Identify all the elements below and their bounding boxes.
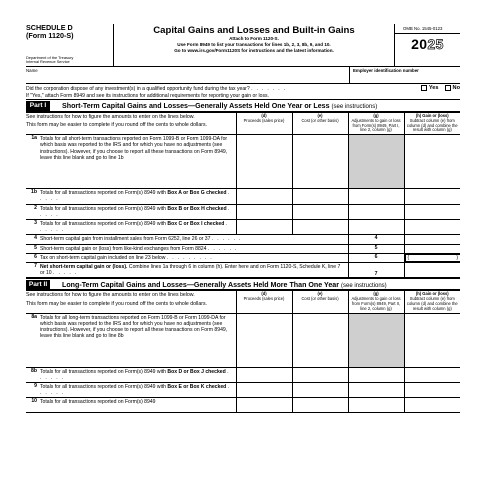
qof-question-text: Did the corporation dispose of any investment(s) in a qualified opportunity fund during the tax year? [26,86,250,92]
line-number: 1a [26,135,40,189]
leader-dots: . . . . . . [40,368,230,381]
paren-open: ( [407,254,410,261]
part2-title: Long-Term Capital Gains and Losses—Generally Assets Held More Than One Year [62,281,339,290]
line-9-col-d[interactable] [236,383,292,398]
line-2-col-h[interactable] [404,204,460,219]
name-row [26,67,460,84]
line-3-col-g[interactable] [348,220,404,235]
part1-intro-text: See instructions for how to figure the amounts to enter on the lines below. [26,114,195,120]
line-7-bold: Net short-term capital gain or (loss). [40,264,128,271]
line-number: 7 [26,263,40,278]
qof-followup: If "Yes," attach Form 8949 and see its instructions for additional requirements for reporting your gain or loss. [26,93,269,99]
col-d-header [236,113,292,135]
line-3-col-d[interactable] [236,220,292,235]
attach-line: Attach to Form 1120-S. [229,36,279,41]
line-2-desc [40,204,236,219]
line-1a-col-h[interactable] [404,135,460,189]
part1-title: Short-Term Capital Gains and Losses—Generally Assets Held One Year or Less [62,102,330,110]
line-8b-desc [40,367,236,382]
col-d-text: Proceeds (sales price) [243,296,285,302]
line-10-col-d[interactable] [236,398,292,413]
line-5-desc [40,244,348,253]
no-label: No [452,85,460,91]
line-number: 1b [26,189,40,204]
line-number: 9 [26,383,40,398]
col-h-text: Subtract column (e) from column (d) and combine the result with column (g) [406,296,458,311]
line-7-desc [40,263,348,278]
line-8a-col-g-shaded [348,313,404,367]
line-2-col-e[interactable] [292,204,348,219]
line-8b-bold: Box D or Box J checked [167,368,226,375]
qof-yes-no [421,85,460,91]
line-3-bold: Box C or Box I checked [167,221,225,227]
table-row [26,398,460,413]
line-6-box-label: 6 [348,253,404,262]
line-10-col-e[interactable] [292,398,348,413]
form-ref: (Form 1120-S) [26,31,74,40]
part1-intro-text2: This form may be easier to complete if you round off the cents to whole dollars. [26,122,207,129]
line-1a-text: Totals for all short-term transactions reported on Form 1099-B or Form 1099-DA for which basis was reported to the IRS and for which you have no adjustments (see instructions). However, if you choose to report all these transactions on Form 8949, leave this line blank and go to line 1b [40,135,236,189]
part1-note: (see instructions) [331,104,378,110]
line-8b-col-h[interactable] [404,367,460,382]
col-g-text: Adjustments to gain or loss from Form(s) 8949, Part I, line 2, column (g) [351,117,401,133]
line-9-col-h[interactable] [404,383,460,398]
line-4-text: Short-term capital gain from installment sales from Form 6252, line 26 or 37 [40,236,211,243]
leader-dots: . . . . . [40,190,231,203]
line-1b-bold: Box A or Box G checked [167,190,227,197]
table-row [26,235,460,244]
part1-column-headers [26,113,460,135]
year-suffix: 25 [427,36,444,52]
table-row [26,263,460,278]
col-g-header [348,113,404,135]
line-4-box-label: 4 [348,235,404,244]
line-9-col-e[interactable] [292,383,348,398]
leader-dots: . . . . . . [211,236,242,243]
line-9-bold: Box E or Box K checked [167,384,227,391]
line-3-col-h[interactable] [404,220,460,235]
line-number: 5 [26,244,40,253]
form-title-box [114,24,394,67]
col-e-text: Cost (or other basis) [301,296,339,302]
line-1a-col-e[interactable] [292,135,348,189]
line-3-text: Totals for all transactions reported on Form(s) 8949 with [40,221,166,227]
part1-tag: Part I [26,101,50,111]
col-e-letter: (e) [317,113,323,118]
line-4-amount[interactable] [404,235,460,244]
line-3-col-e[interactable] [292,220,348,235]
line-8a-text: Totals for all long-term transactions reported on Form 1099-B or Form 1099-DA for which basis was reported to the IRS and for which you have no adjustments (see instructions). However, if you choose to report all these transactions on Form 8949, leave this line blank and go to line 8b [40,313,236,367]
col-h-header [404,113,460,135]
col-g-text: Adjustments to gain or loss from Form(s) 8949, Part II, line 2, column (g) [351,296,401,311]
col-e-text: Cost (or other basis) [301,117,339,123]
form-id-box [26,24,114,67]
name-field[interactable]: Name [26,68,38,73]
leader-dots: . . . . . . [40,384,231,397]
department [26,56,73,65]
qof-question-row [26,84,460,100]
line-1b-desc [40,189,236,204]
line-1b-text: Totals for all transactions reported on Form(s) 8949 with [40,190,166,197]
col-g-header [348,291,404,313]
leader-dots: . . . . . [40,205,231,218]
table-row [26,189,460,204]
leader-dots: . . . . . [53,270,78,277]
line-number: 3 [26,220,40,235]
form-page [26,24,460,480]
part2-column-headers [26,291,460,313]
omb-year-box [394,24,460,67]
col-e-header [292,113,348,135]
part2-intro-text2: This form may be easier to complete if you round off the cents to whole dollars. [26,300,207,307]
paren-close: ) [456,254,459,261]
col-h-text: Subtract column (e) from column (d) and combine the result with column (g) [406,117,458,133]
yes-checkbox[interactable] [421,85,427,91]
line-8b-col-d[interactable] [236,367,292,382]
col-d-header [236,291,292,313]
col-d-letter: (d) [261,113,267,118]
part1-table [26,112,460,278]
dept-line2: Internal Revenue Service [26,59,70,65]
col-e-header [292,291,348,313]
table-row [26,253,460,262]
part2-title-wrap [62,279,387,292]
goto-line: Go to www.irs.gov/Form1120S for instructions and the latest information. [174,48,334,53]
no-checkbox[interactable] [445,85,451,91]
form-name: SCHEDULE D [26,24,73,32]
yes-label: Yes [428,85,439,91]
line-8a-col-h[interactable] [404,313,460,367]
table-row [26,204,460,219]
col-d-letter: (d) [261,291,267,297]
col-g-letter: (g) [373,113,379,118]
col-h-header [404,291,460,313]
line-9-col-g[interactable] [348,383,404,398]
col-g-letter: (g) [373,291,379,297]
line-5-box-label: 5 [348,244,404,253]
year-prefix: 20 [411,36,428,52]
line-10-col-g[interactable] [348,398,404,413]
leader-dots: . . . . . . . . . [166,254,214,261]
omb-number: OMB No. 1545-0123 [395,24,460,34]
line-8b-text: Totals for all transactions reported on Form(s) 8949 with [40,368,166,375]
line-2-text: Totals for all transactions reported on Form(s) 8949 with [40,205,166,212]
line-8b-col-g[interactable] [348,367,404,382]
line-6-text: Tax on short-term capital gain included on line 23 below [40,254,166,261]
leader-dots: . . . . . . . [251,86,287,92]
part1-header [26,100,460,112]
line-5-amount[interactable] [404,244,460,253]
col-d-text: Proceeds (sales price) [243,117,285,123]
line-1b-col-e[interactable] [292,189,348,204]
line-3-desc [40,220,236,235]
line-8a-col-d[interactable] [236,313,292,367]
line-8b-col-e[interactable] [292,367,348,382]
form-header [26,24,460,67]
line-number: 2 [26,204,40,219]
use-8949-line: Use Form 8949 to list your transactions for lines 1b, 2, 3, 8b, 9, and 10. [177,42,331,47]
line-10-text: Totals for all transactions reported on Form(s) 8949 [40,398,236,413]
line-number: 10 [26,398,40,413]
part2-note: (see instructions) [340,283,387,290]
line-1a-col-g-shaded [348,135,404,189]
part2-intro-text: See instructions for how to figure the amounts to enter on the lines below. [26,292,195,299]
leader-dots: . . . . . . [40,221,229,234]
table-row [26,244,460,253]
line-6-amount[interactable] [405,254,460,262]
ein-field[interactable]: Employer identification number [349,67,460,84]
col-h-letter: (h) Gain or (loss) [415,113,449,118]
line-2-col-g[interactable] [348,204,404,219]
line-7-text: Combine lines 1a through 6 in column (h). Enter here and on Form 1120-S, Schedule K, line 7 or 10 [40,264,341,277]
line-number: 8a [26,313,40,367]
line-1b-col-d[interactable] [236,189,292,204]
line-1b-col-h[interactable] [404,189,460,204]
part1-title-wrap [62,100,377,113]
qof-question [26,86,286,92]
leader-dots: . . . . . . [207,245,238,252]
line-7-amount[interactable] [404,263,460,278]
line-number: 8b [26,367,40,382]
line-10-col-h[interactable] [404,398,460,413]
form-title: Capital Gains and Losses and Built-in Gains [153,25,355,36]
line-number: 6 [26,253,40,262]
dept-line1: Department of the Treasury [26,54,74,60]
line-9-desc [40,383,236,398]
tax-year [395,36,460,52]
line-1b-col-g[interactable] [348,189,404,204]
line-4-desc [40,235,348,244]
line-2-col-d[interactable] [236,204,292,219]
table-row [26,220,460,235]
line-5-text: Short-term capital gain or (loss) from like-kind exchanges from Form 8824 [40,245,207,252]
part2-intro [26,291,236,313]
col-h-letter: (h) Gain or (loss) [415,291,449,297]
line-8a-col-e[interactable] [292,313,348,367]
line-2-bold: Box B or Box H checked [167,205,227,212]
table-row [26,367,460,382]
line-7-box-label: 7 [348,263,404,278]
line-6-desc [40,253,348,262]
part2-tag: Part II [26,280,50,290]
part2-header [26,278,460,290]
part2-table [26,290,460,413]
table-row [26,135,460,189]
line-9-text: Totals for all transactions reported on Form(s) 8949 with [40,384,166,391]
part1-intro [26,113,236,135]
table-row [26,383,460,398]
table-row [26,313,460,367]
col-e-letter: (e) [317,291,323,297]
line-1a-col-d[interactable] [236,135,292,189]
line-number: 4 [26,235,40,244]
